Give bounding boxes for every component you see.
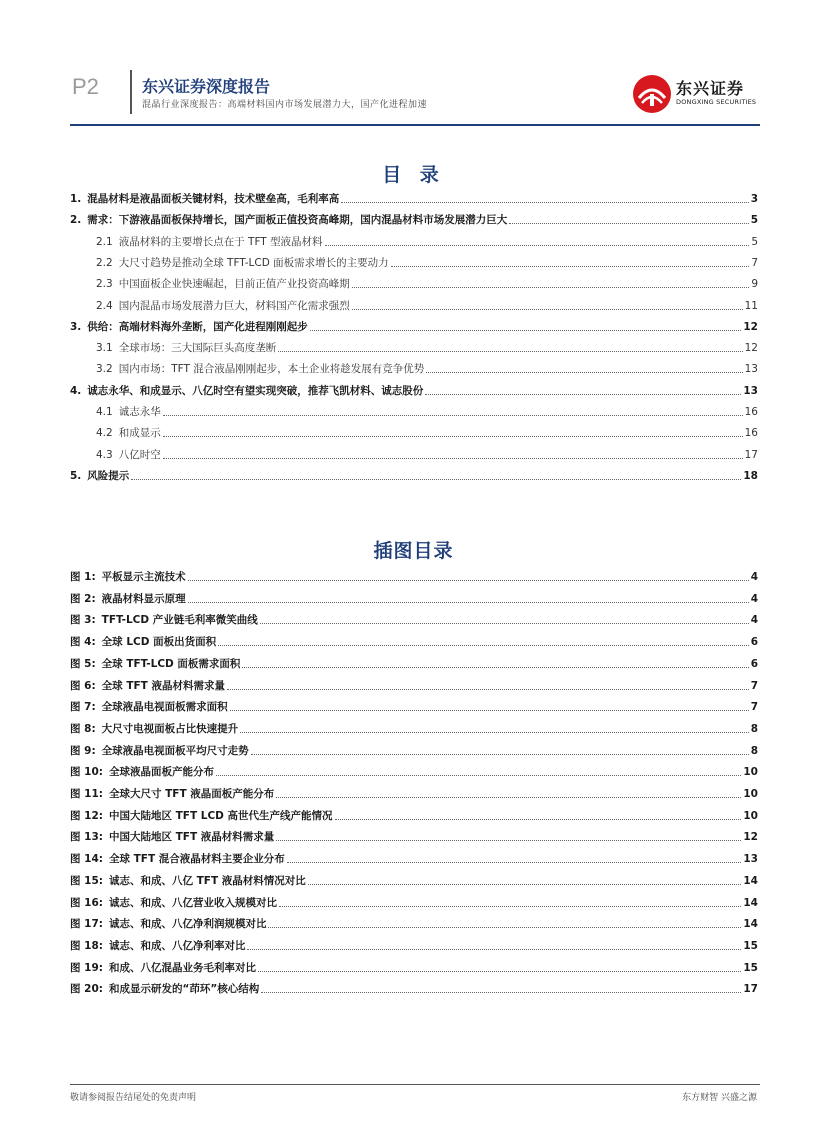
toc-entry-page: 7 [751, 256, 758, 269]
dot-leader [341, 202, 748, 203]
figure-entry-page: 14 [743, 918, 758, 931]
page-header [0, 0, 827, 128]
figure-entry-page: 4 [750, 614, 758, 627]
figure-entry-text: 诚志、和成、八亿 TFT 液晶材料情况对比 [108, 874, 306, 887]
figure-entry-page: 7 [750, 701, 758, 714]
figure-entry-text: TFT-LCD 产业链毛利率微笑曲线 [101, 614, 258, 627]
toc-entry-text: 中国面板企业快速崛起，目前正值产业投资高峰期 [118, 278, 350, 291]
figure-entry[interactable] [70, 590, 758, 606]
dot-leader [242, 667, 748, 668]
figure-entry[interactable] [70, 937, 758, 953]
figure-entry-text: 和成显示研发的“茚环”核心结构 [108, 983, 260, 996]
figure-entry-number: 图 11: [70, 788, 103, 800]
toc-entry[interactable] [70, 233, 758, 249]
toc-entry-page: 5 [750, 214, 758, 227]
toc-entry[interactable] [70, 382, 758, 398]
figure-list-title: 插图目录 [373, 540, 454, 562]
toc-entry-number: 4.3 [96, 448, 113, 461]
dot-leader [278, 351, 742, 352]
header-divider [130, 70, 132, 114]
toc-entry-text: 诚志永华 [118, 406, 161, 418]
dot-leader [218, 645, 749, 646]
dot-leader [163, 436, 743, 437]
figure-entry-number: 图 10: [70, 766, 103, 779]
dot-leader [131, 479, 741, 480]
toc-entry-number: 3.2 [96, 363, 113, 376]
figure-entry-page: 15 [743, 961, 758, 974]
toc-entry-page: 16 [744, 406, 758, 418]
toc-entry-number: 2.1 [96, 235, 113, 248]
dot-leader [276, 797, 741, 798]
toc-entry-page: 13 [744, 363, 758, 376]
figure-entry-number: 图 9: [70, 744, 96, 757]
dot-leader [287, 862, 742, 863]
figure-entry-page: 10 [743, 788, 758, 800]
figure-entry-number: 图 5: [70, 657, 96, 670]
figure-entry-text: 和成、八亿混晶业务毛利率对比 [108, 961, 256, 974]
toc-entry-number: 5. [70, 469, 82, 482]
toc-entry[interactable] [70, 446, 758, 462]
figure-entry[interactable] [70, 763, 758, 779]
figure-entry-page: 10 [743, 766, 758, 779]
toc-entry-text: 国内市场：TFT 混合液晶刚刚起步，本土企业将趁发展有竞争优势 [118, 363, 425, 376]
dot-leader [216, 775, 741, 776]
report-title: 东兴证券深度报告 [142, 77, 271, 96]
figure-entry[interactable] [70, 850, 758, 866]
logo-name: 东兴证券 [676, 79, 745, 98]
figure-entry-text: 平板显示主流技术 [101, 571, 186, 583]
dot-leader [509, 223, 748, 224]
toc-entry-text: 全球市场：三大国际巨头高度垄断 [118, 342, 277, 355]
dot-leader [352, 287, 750, 288]
figure-entry-page: 13 [743, 853, 758, 866]
figure-entry-number: 图 1: [70, 571, 96, 583]
dot-leader [227, 689, 749, 690]
figure-entry-text: 诚志、和成、八亿净利率对比 [108, 939, 246, 952]
figure-entry-page: 6 [750, 657, 758, 670]
toc-entry-number: 3. [70, 320, 82, 333]
report-subtitle: 混晶行业深度报告：高端材料国内市场发展潜力大，国产化进程加速 [142, 100, 428, 110]
figure-entry[interactable] [70, 698, 758, 714]
figure-entry[interactable] [70, 568, 758, 584]
toc-entry-text: 需求：下游液晶面板保持增长，国产面板正值投资高峰期，国内混晶材料市场发展潜力巨大 [87, 214, 508, 227]
figure-entry-page: 8 [750, 722, 758, 735]
figure-entry-text: 诚志、和成、八亿营业收入规模对比 [108, 896, 277, 909]
dot-leader [335, 819, 742, 820]
figure-entry-page: 7 [750, 679, 758, 692]
figure-entry-text: 全球 TFT 液晶材料需求量 [101, 679, 225, 692]
toc-entry-number: 2.4 [96, 299, 113, 312]
toc-entry-number: 1. [70, 193, 82, 205]
company-logo [632, 74, 760, 114]
figure-entry[interactable] [70, 611, 758, 627]
toc-entry-number: 2. [70, 214, 82, 227]
toc-entry[interactable] [70, 403, 758, 419]
toc-entry-page: 12 [744, 342, 758, 355]
toc-entry-page: 11 [744, 299, 758, 312]
figure-entry-number: 图 19: [70, 961, 103, 974]
figure-entry[interactable] [70, 720, 758, 736]
toc-entry-text: 供给：高端材料海外垄断，国产化进程刚刚起步 [87, 320, 308, 333]
toc-title: 目 录 [382, 164, 445, 186]
toc-entry-page: 5 [751, 235, 758, 248]
figure-entry-text: 液晶材料显示原理 [101, 592, 186, 605]
toc-entry-number: 3.1 [96, 342, 113, 355]
toc-entry-number: 4.2 [96, 427, 113, 440]
figure-entry-text: 全球液晶电视面板平均尺寸走势 [101, 744, 249, 757]
figure-entry-text: 中国大陆地区 TFT LCD 高世代生产线产能情况 [108, 809, 333, 822]
figure-entry[interactable] [70, 915, 758, 931]
footer-disclaimer: 敬请参阅报告结尾处的免责声明 [70, 1093, 197, 1103]
figure-entry[interactable] [70, 742, 758, 758]
toc-entry-text: 混晶材料是液晶面板关键材料，技术壁垒高，毛利率高 [87, 193, 340, 205]
toc-entry-number: 2.2 [96, 256, 113, 269]
figure-entry-text: 大尺寸电视面板占比快速提升 [101, 722, 239, 735]
figure-entry-text: 中国大陆地区 TFT 液晶材料需求量 [108, 831, 275, 844]
dot-leader [230, 710, 749, 711]
figure-entry-number: 图 2: [70, 592, 96, 605]
toc-entry-text: 风险提示 [87, 469, 130, 482]
figure-entry[interactable] [70, 785, 758, 801]
figure-entry-number: 图 15: [70, 874, 103, 887]
dot-leader [251, 754, 749, 755]
toc-entry-page: 17 [744, 448, 758, 461]
figure-entry-page: 17 [743, 983, 758, 996]
figure-entry-number: 图 7: [70, 701, 96, 714]
dot-leader [426, 372, 742, 373]
figure-entry[interactable] [70, 633, 758, 649]
dot-leader [163, 458, 743, 459]
figure-entry-page: 10 [743, 809, 758, 822]
toc-entry[interactable] [70, 190, 758, 206]
toc-entry[interactable] [70, 254, 758, 270]
toc-entry[interactable] [70, 360, 758, 376]
figure-entry[interactable] [70, 894, 758, 910]
toc-entry-number: 2.3 [96, 278, 113, 291]
dot-leader [425, 394, 741, 395]
figure-entry-number: 图 18: [70, 939, 103, 952]
figure-entry-number: 图 14: [70, 853, 103, 866]
footer-rule [70, 1084, 760, 1085]
figure-entry-text: 全球 TFT-LCD 面板需求面积 [101, 657, 241, 670]
toc-entry-number: 4.1 [96, 406, 113, 418]
figure-entry-text: 全球液晶电视面板需求面积 [101, 701, 228, 714]
toc-entry-page: 16 [744, 427, 758, 440]
logo-emblem-icon [632, 74, 672, 114]
figure-entry-number: 图 17: [70, 918, 103, 931]
dot-leader [188, 602, 749, 603]
figure-entry-text: 全球液晶面板产能分布 [108, 766, 214, 779]
footer-slogan: 东方财智 兴盛之源 [682, 1093, 757, 1103]
figure-entry-number: 图 16: [70, 896, 103, 909]
figure-entry-text: 全球 LCD 面板出货面积 [101, 636, 217, 649]
toc-entry[interactable] [70, 339, 758, 355]
figure-entry-number: 图 4: [70, 636, 96, 649]
figure-entry[interactable] [70, 807, 758, 823]
toc-entry[interactable] [70, 275, 758, 291]
figure-entry-text: 全球大尺寸 TFT 液晶面板产能分布 [108, 788, 275, 800]
dot-leader [258, 971, 741, 972]
toc-entry-page: 13 [743, 384, 758, 397]
toc-entry[interactable] [70, 297, 758, 313]
figure-entry-text: 全球 TFT 混合液晶材料主要企业分布 [108, 853, 285, 866]
dot-leader [163, 415, 743, 416]
dot-leader [279, 906, 741, 907]
dot-leader [188, 580, 749, 581]
toc-entry[interactable] [70, 318, 758, 334]
toc-entry-text: 国内混晶市场发展潜力巨大，材料国产化需求强烈 [118, 299, 350, 312]
logo-english: DONGXING SECURITIES [676, 98, 757, 106]
toc-entry-text: 液晶材料的主要增长点在于 TFT 型液晶材料 [118, 235, 323, 248]
figure-entry-number: 图 6: [70, 679, 96, 692]
figure-entry-page: 4 [750, 592, 758, 605]
toc-entry[interactable] [70, 211, 758, 227]
toc-entry[interactable] [70, 467, 758, 483]
toc-entry-text: 和成显示 [118, 427, 161, 440]
dot-leader [247, 949, 741, 950]
dot-leader [391, 266, 750, 267]
figure-entry[interactable] [70, 677, 758, 693]
figure-entry-page: 15 [743, 939, 758, 952]
dot-leader [260, 623, 749, 624]
figure-entry[interactable] [70, 655, 758, 671]
figure-entry-page: 12 [743, 831, 758, 844]
toc-entry-text: 八亿时空 [118, 448, 161, 461]
dot-leader [240, 732, 749, 733]
dot-leader [352, 309, 743, 310]
figure-entry[interactable] [70, 980, 758, 996]
figure-entry-page: 4 [750, 571, 758, 583]
toc-entry[interactable] [70, 424, 758, 440]
toc-entry-page: 9 [751, 278, 758, 291]
toc-entry-page: 12 [743, 320, 758, 333]
dot-leader [268, 927, 741, 928]
figure-entry[interactable] [70, 872, 758, 888]
toc-entry-text: 大尺寸趋势是推动全球 TFT-LCD 面板需求增长的主要动力 [118, 256, 389, 269]
figure-entry-number: 图 13: [70, 831, 103, 844]
figure-entry[interactable] [70, 828, 758, 844]
dot-leader [276, 840, 741, 841]
figure-entry-page: 8 [750, 744, 758, 757]
toc-entry-page: 18 [743, 469, 758, 482]
figure-entry-page: 14 [743, 896, 758, 909]
dot-leader [310, 330, 742, 331]
figure-entry-number: 图 20: [70, 983, 103, 996]
toc-entry-text: 诚志永华、和成显示、八亿时空有望实现突破，推荐飞凯材料、诚志股份 [87, 384, 424, 397]
toc-entry-page: 3 [750, 193, 758, 205]
header-rule [70, 124, 760, 126]
figure-entry-page: 14 [743, 874, 758, 887]
dot-leader [308, 884, 742, 885]
figure-entry-text: 诚志、和成、八亿净利润规模对比 [108, 918, 267, 931]
figure-entry-number: 图 8: [70, 722, 96, 735]
figure-entry-page: 6 [750, 636, 758, 649]
figure-entry-number: 图 12: [70, 809, 103, 822]
dot-leader [325, 245, 750, 246]
toc-entry-number: 4. [70, 384, 82, 397]
page-number: P2 [72, 74, 99, 99]
figure-entry[interactable] [70, 959, 758, 975]
figure-entry-number: 图 3: [70, 614, 96, 627]
dot-leader [261, 992, 741, 993]
